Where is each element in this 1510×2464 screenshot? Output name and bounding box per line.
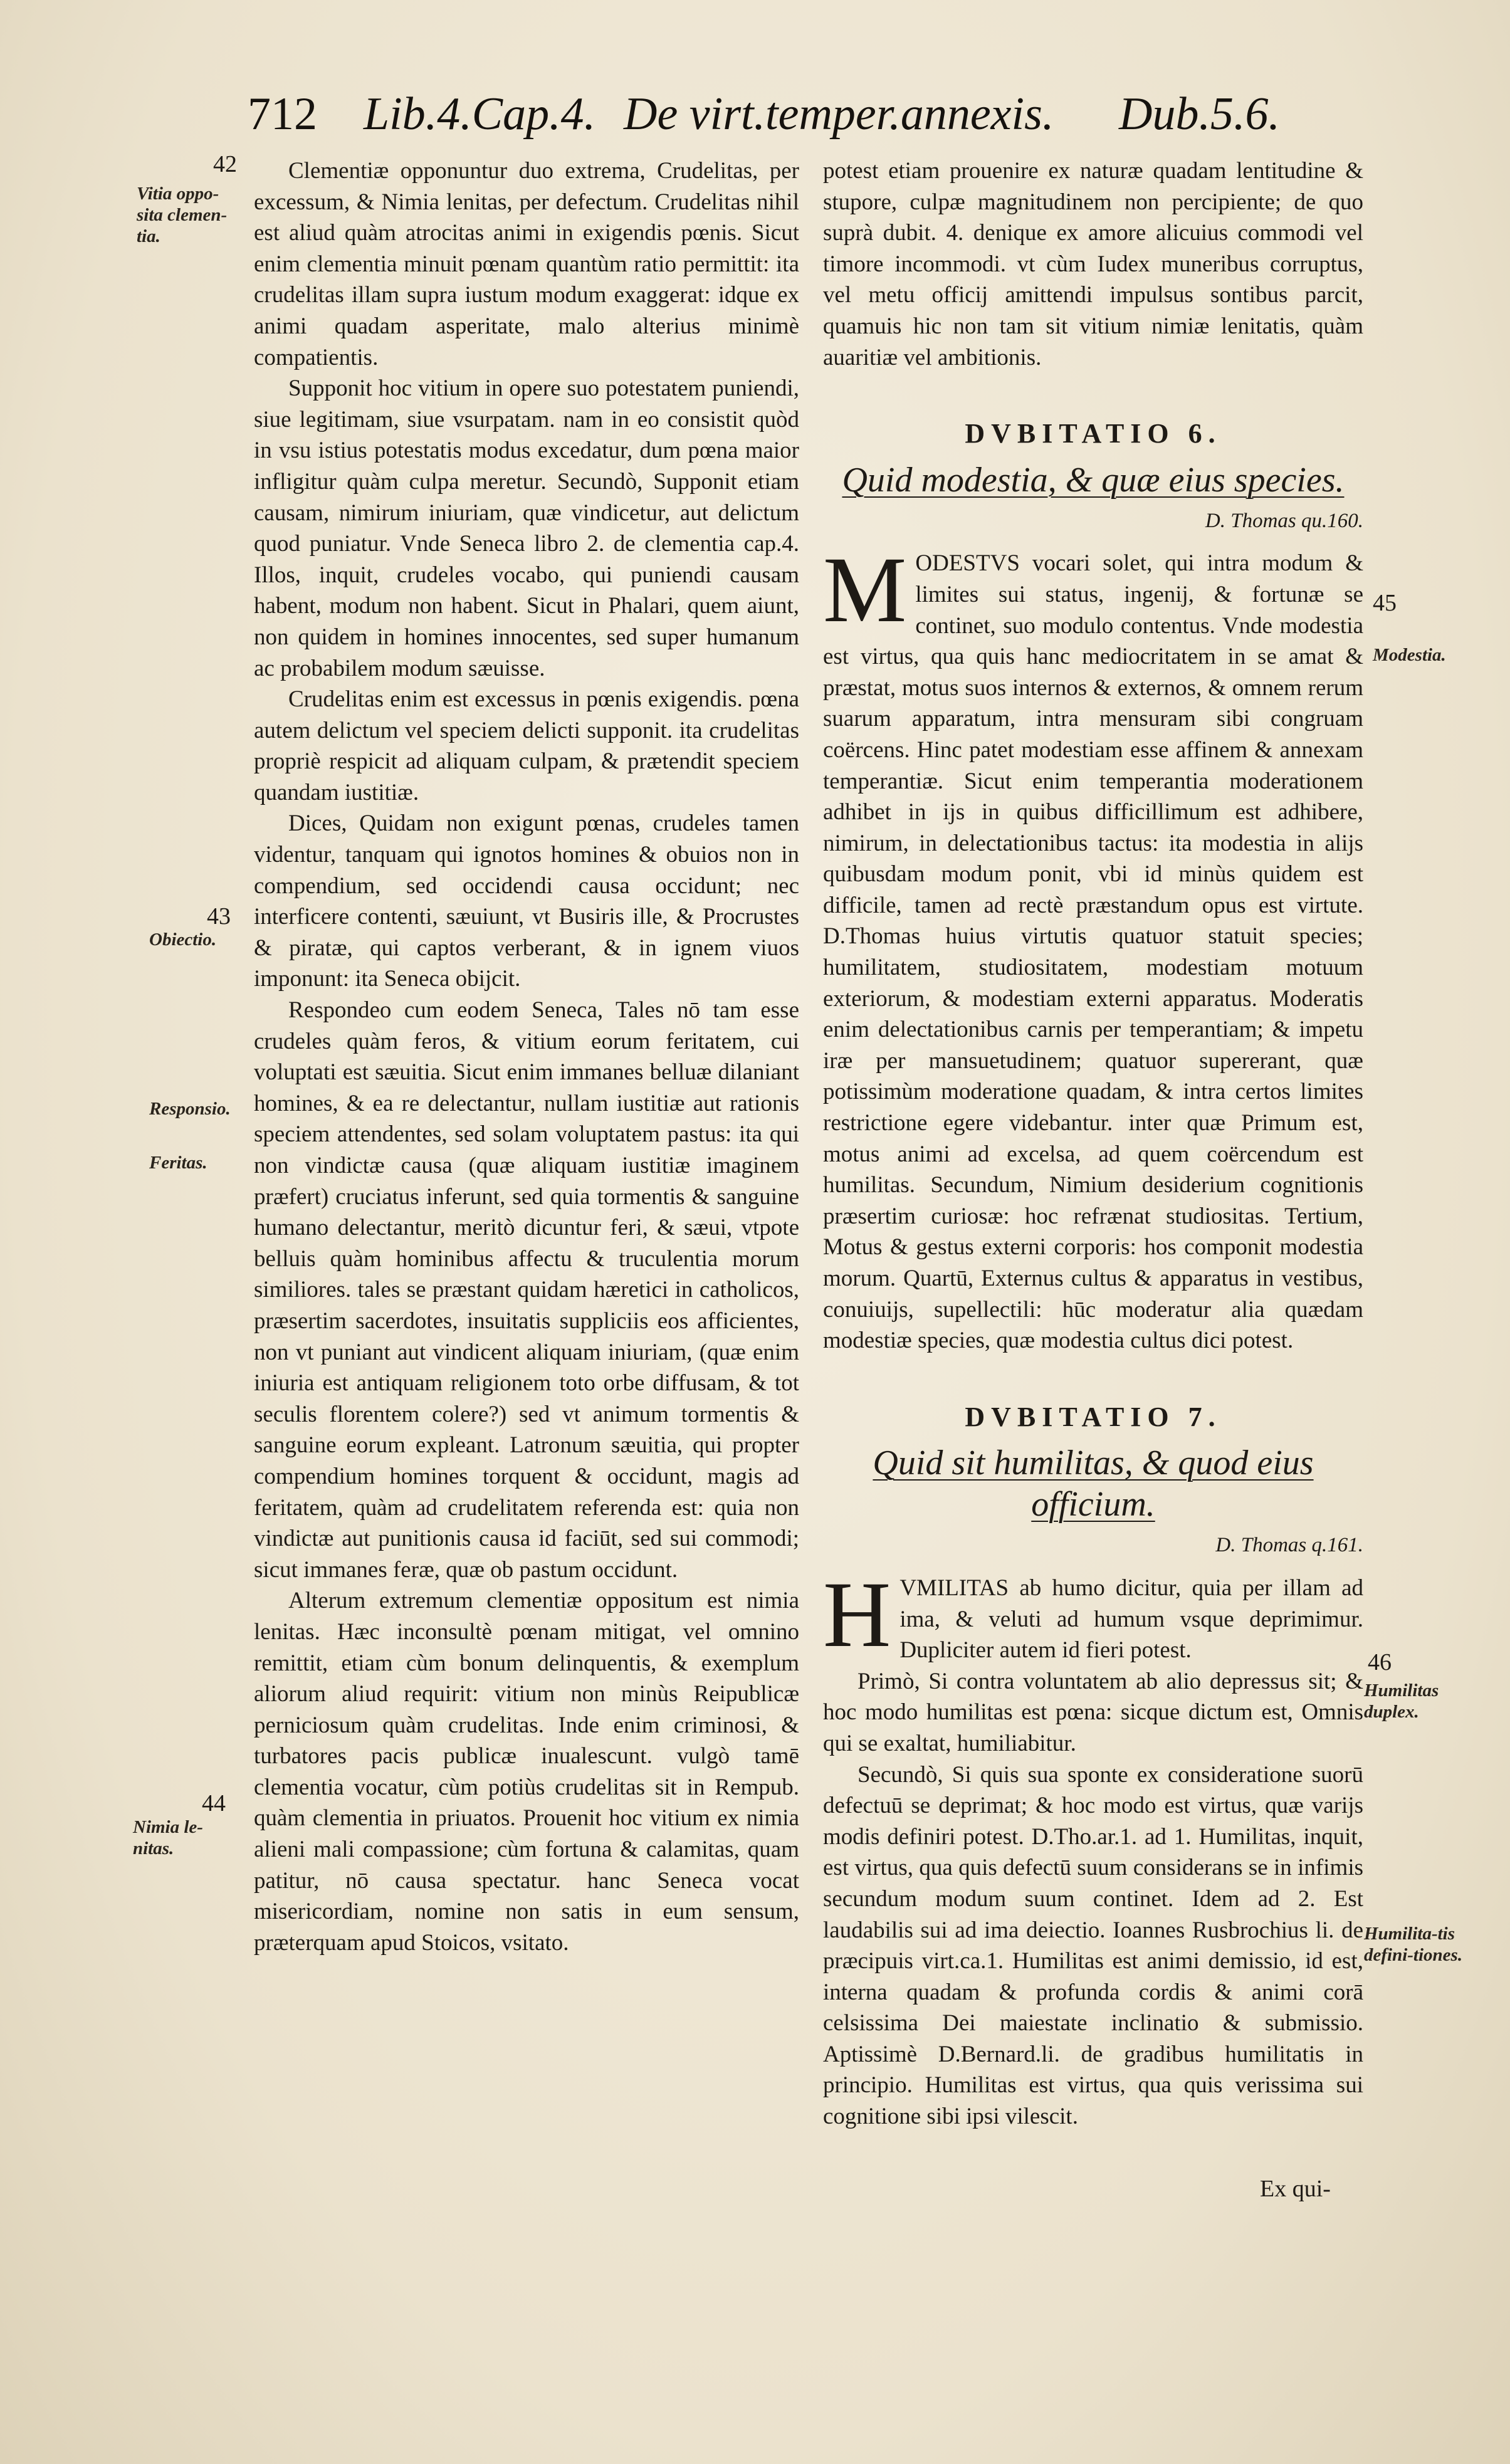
margin-number-42: 42: [213, 151, 237, 177]
margin-note-obiectio: Obiectio.: [149, 930, 217, 950]
dubitatio-7-heading: DVBITATIO 7.: [965, 1401, 1222, 1432]
right-column: [823, 155, 1363, 2132]
paragraph: Respondeo cum eodem Seneca, Tales nō tam esse crudeles quàm feros, & vitium eorum feritatem, cui voluptati est sæuitia. Sicut enim immanes belluæ dilaniant homines, & ea re delectantur, nullam iustitiæ aut rationis speciem attendentes, sed solam voluptatem pastus: ita qui non vindictæ causa (quæ aliquam iustitiæ imaginem præfert) cruciatus inferunt, sed quia tormentis & sanguine humano delectantur, meritò dicuntur feri, & sæui, vtpote belluis quàm hominibus affectu & truculentia morum similiores. tales se præstant quidam hæretici in catholicos, præsertim sacerdotes, insuitatis suppliciis eos afficientes, non vt puniant aut vindicent aliquam iniuriam, (quæ enim iniuria est antiquam religionem toto orbe diffusam, & tot seculis florentem colere?) sed vt animum tormentis & sanguine eorum expleant. Latronum sæuitia, qui propter compendium homines torquent & occidunt, magis ad feritatem, quàm ad crudelitatem referenda est: quia non vindictæ aut punitionis causa id faciūt, sed sui commodi; sicut immanes feræ, quæ ob pastum occidunt.: [254, 997, 799, 1583]
paragraph: Clementiæ opponuntur duo extrema, Crudelitas, per excessum, & Nimia lenitas, per defectum. Crudelitas nihil est aliud quàm atrocitas animi in exigendis pœnis. Sicut enim clementia minuit pœnam quantùm ratio permittit: ita crudelitas illam supra iustum modum exaggerat: idque ex animi quadam asperitate, malo alterius minimè compatientis.: [254, 158, 799, 370]
paragraph: potest etiam prouenire ex naturæ quadam lentitudine & stupore, culpæ magnitudinem non percipiente; de quo suprà dubit. 4. denique ex amore alicuius commodi vel timore incommodi. vt cùm Iudex muneribus corruptus, vel metu officij amittendi impulsus sontibus parcit, quamuis hic non tam sit vitium nimiæ lenitatis, quàm auaritiæ vel ambitionis.: [823, 158, 1363, 370]
paragraph: Secundò, Si quis sua sponte ex consideratione suorū defectuū se deprimat; & hoc modo est virtus, quæ varijs modis definiri potest. D.Tho.ar.1. ad 1. Humilitas, inquit, est virtus, qua quis defectū suum considerans se in infimis secundum modum suum continet. Idem ad 2. Est laudabilis sui ad ima deiectio. Ioannes Rusbrochius li. de præcipuis virt.ca.1. Humilitas est animi demissio, id est, interna quadam & profunda cordis & animi corā celsissima Dei maiestate inclinatio & submissio. Aptissimè D.Bernard.li. de gradibus humilitatis in principio. Humilitas est virtus, qua quis verissima sui cognitione sibi ipsi vilescit.: [823, 1761, 1363, 2130]
margin-note-vitia: Vitia oppo-sita clemen-tia.: [137, 184, 228, 246]
margin-note-humilitas-duplex: Humilitas duplex.: [1364, 1680, 1439, 1722]
margin-number-45: 45: [1373, 590, 1397, 616]
running-header: [248, 88, 1345, 157]
drop-cap: H: [823, 1562, 891, 1667]
margin-note-responsio: Responsio.: [149, 1099, 231, 1119]
paragraph-text: ODESTVS vocari solet, qui intra modum & limites sui status, ingenij, & fortunæ se continet, suo modulo contentus. Vnde modestia est virtus, qua quis hanc mediocritatem in se amat & præstat, motus suos internos & externos, & omnem rerum suarum apparatum, intra mensuram sibi congruam coërcens. Hinc patet modestiam esse affinem & annexam temperantiæ. Sicut enim temperantia moderationem adhibet in ijs in quibus difficillimum est adhibere, nimirum, in delectationibus tactus: ita modestia in alijs quibusdam modum ponit, vbi id minùs quidem est difficile, tamen ad rectè præstandum opus est virtute. D.Thomas huius virtutis quatuor statuit species; humilitatem, studiositatem, modestiam motuum exteriorum, & modestiam externi apparatus. Moderatis enim delectationibus carnis per temperantiam; & impetu iræ per mansuetudinem; quatuor supererant, quæ potissimùm moderatione quadam, & intra certos limites restrictione egere videbantur. inter quæ Primum est, motus animi ad excelsa, ad quem coërcendum est humilitas. Secundum, Nimium desiderium cognitionis præsertim curiosæ: hoc refrænat studiositas. Tertium, Motus & gestus externi corporis: hos componit modestia morum. Quartū, Externus cultus & apparatus in vestibus, conuiuijs, supellectili: hūc moderatur alia quædam modestiæ species, quæ modestia cultus dici potest.: [823, 550, 1363, 1354]
paragraph: Primò, Si contra voluntatem ab alio depressus sit; & hoc modo humilitas est pœna: sicque dictum est, Omnis qui se exaltat, humiliabitur.: [823, 1668, 1363, 1756]
dubitatio-range: Dub.5.6.: [1119, 88, 1280, 140]
dubitatio-6-title: Quid modestia, & quæ eius species.: [842, 460, 1345, 500]
paragraph: [823, 538, 1363, 1356]
margin-note-feritas: Feritas.: [149, 1153, 207, 1173]
margin-number-46: 46: [1368, 1649, 1392, 1675]
page-number: 712: [248, 88, 317, 140]
margin-note-modestia: Modestia.: [1373, 645, 1446, 665]
dubitatio-6-reference: D. Thomas qu.160.: [1205, 509, 1363, 532]
margin-number-44: 44: [202, 1790, 226, 1817]
paragraph: Supponit hoc vitium in opere suo potestatem puniendi, siue legitimam, siue vsurpatam. nam in eo consistit quòd in vsu istius potestatis modus excedatur, dum pœna maior infligitur quàm culpa meretur. Secundò, Supponit etiam causam, nimirum iniuriam, quæ vindicetur, aut delictum quod puniatur. Vnde Seneca libro 2. de clementia cap.4. Illos, inquit, crudeles vocabo, qui puniendi causam habent, modum non habent. Sicut in Phalari, quem aiunt, non quidem in homines innocentes, sed super humanum ac probabilem modum sæuisse.: [254, 375, 799, 681]
dubitatio-6-heading: DVBITATIO 6.: [965, 418, 1222, 449]
paragraph-text: VMILITAS ab humo dicitur, quia per illam ad ima, & veluti ad humum vsque deprimimur. Dupliciter autem id fieri potest.: [899, 1575, 1363, 1664]
dubitatio-7-reference: D. Thomas q.161.: [1215, 1534, 1363, 1557]
paragraph: Alterum extremum clementiæ oppositum est nimia lenitas. Hæc inconsultè pœnam mitigat, vel omnino remittit, etiam cùm bonum delinquentis, & exemplum aliorum aliud requirit: vitium non minùs Reipublicæ perniciosum quàm crudelitas. Inde enim criminosi, & turbatores pacis publicæ inualescunt. vulgò tamē clementia vocatur, cùm potiùs crudelitas sit in Rempub. quàm clementia in priuatos. Prouenit hoc vitium ex nimia alieni mali compassione; cùm fortuna & calamitas, quam patitur, nō causa spectatur. hanc Seneca vocat misericordiam, nomine non satis in eum sensum, præterquam apud Stoicos, vsitato.: [254, 1588, 799, 1956]
paragraph: Crudelitas enim est excessus in pœnis exigendis. pœna autem delictum vel speciem delicti supponit. ita crudelitas propriè respicit ad aliquam culpam, & prætendit speciem quandam iustitiæ.: [254, 686, 799, 805]
running-title: De virt.temper.annexis.: [624, 88, 1054, 140]
catchword: Ex qui-: [1260, 2176, 1331, 2202]
book-chapter: Lib.4.Cap.4.: [364, 88, 596, 140]
paragraph: [823, 1562, 1363, 1667]
paragraph: Dices, Quidam non exigunt pœnas, crudeles tamen videntur, tanquam qui ignotos homines & obuios non in compendium, sed occidendi causa occidunt; nec interficere contenti, sæuiunt, vt Busiris ille, & Procrustes & piratæ, qui captos verberant, & in ignem viuos imponunt: ita Seneca obijcit.: [254, 810, 799, 992]
drop-cap: M: [823, 538, 907, 642]
margin-note-nimia-lenitas: Nimia le-nitas.: [133, 1817, 203, 1858]
margin-number-43: 43: [207, 903, 231, 930]
left-column: [254, 155, 799, 1958]
dubitatio-7-title: Quid sit humilitas, & quod eius officium.: [873, 1444, 1314, 1524]
margin-note-humilitatis-definitiones: Humilita-tis defini-tiones.: [1364, 1924, 1463, 1965]
